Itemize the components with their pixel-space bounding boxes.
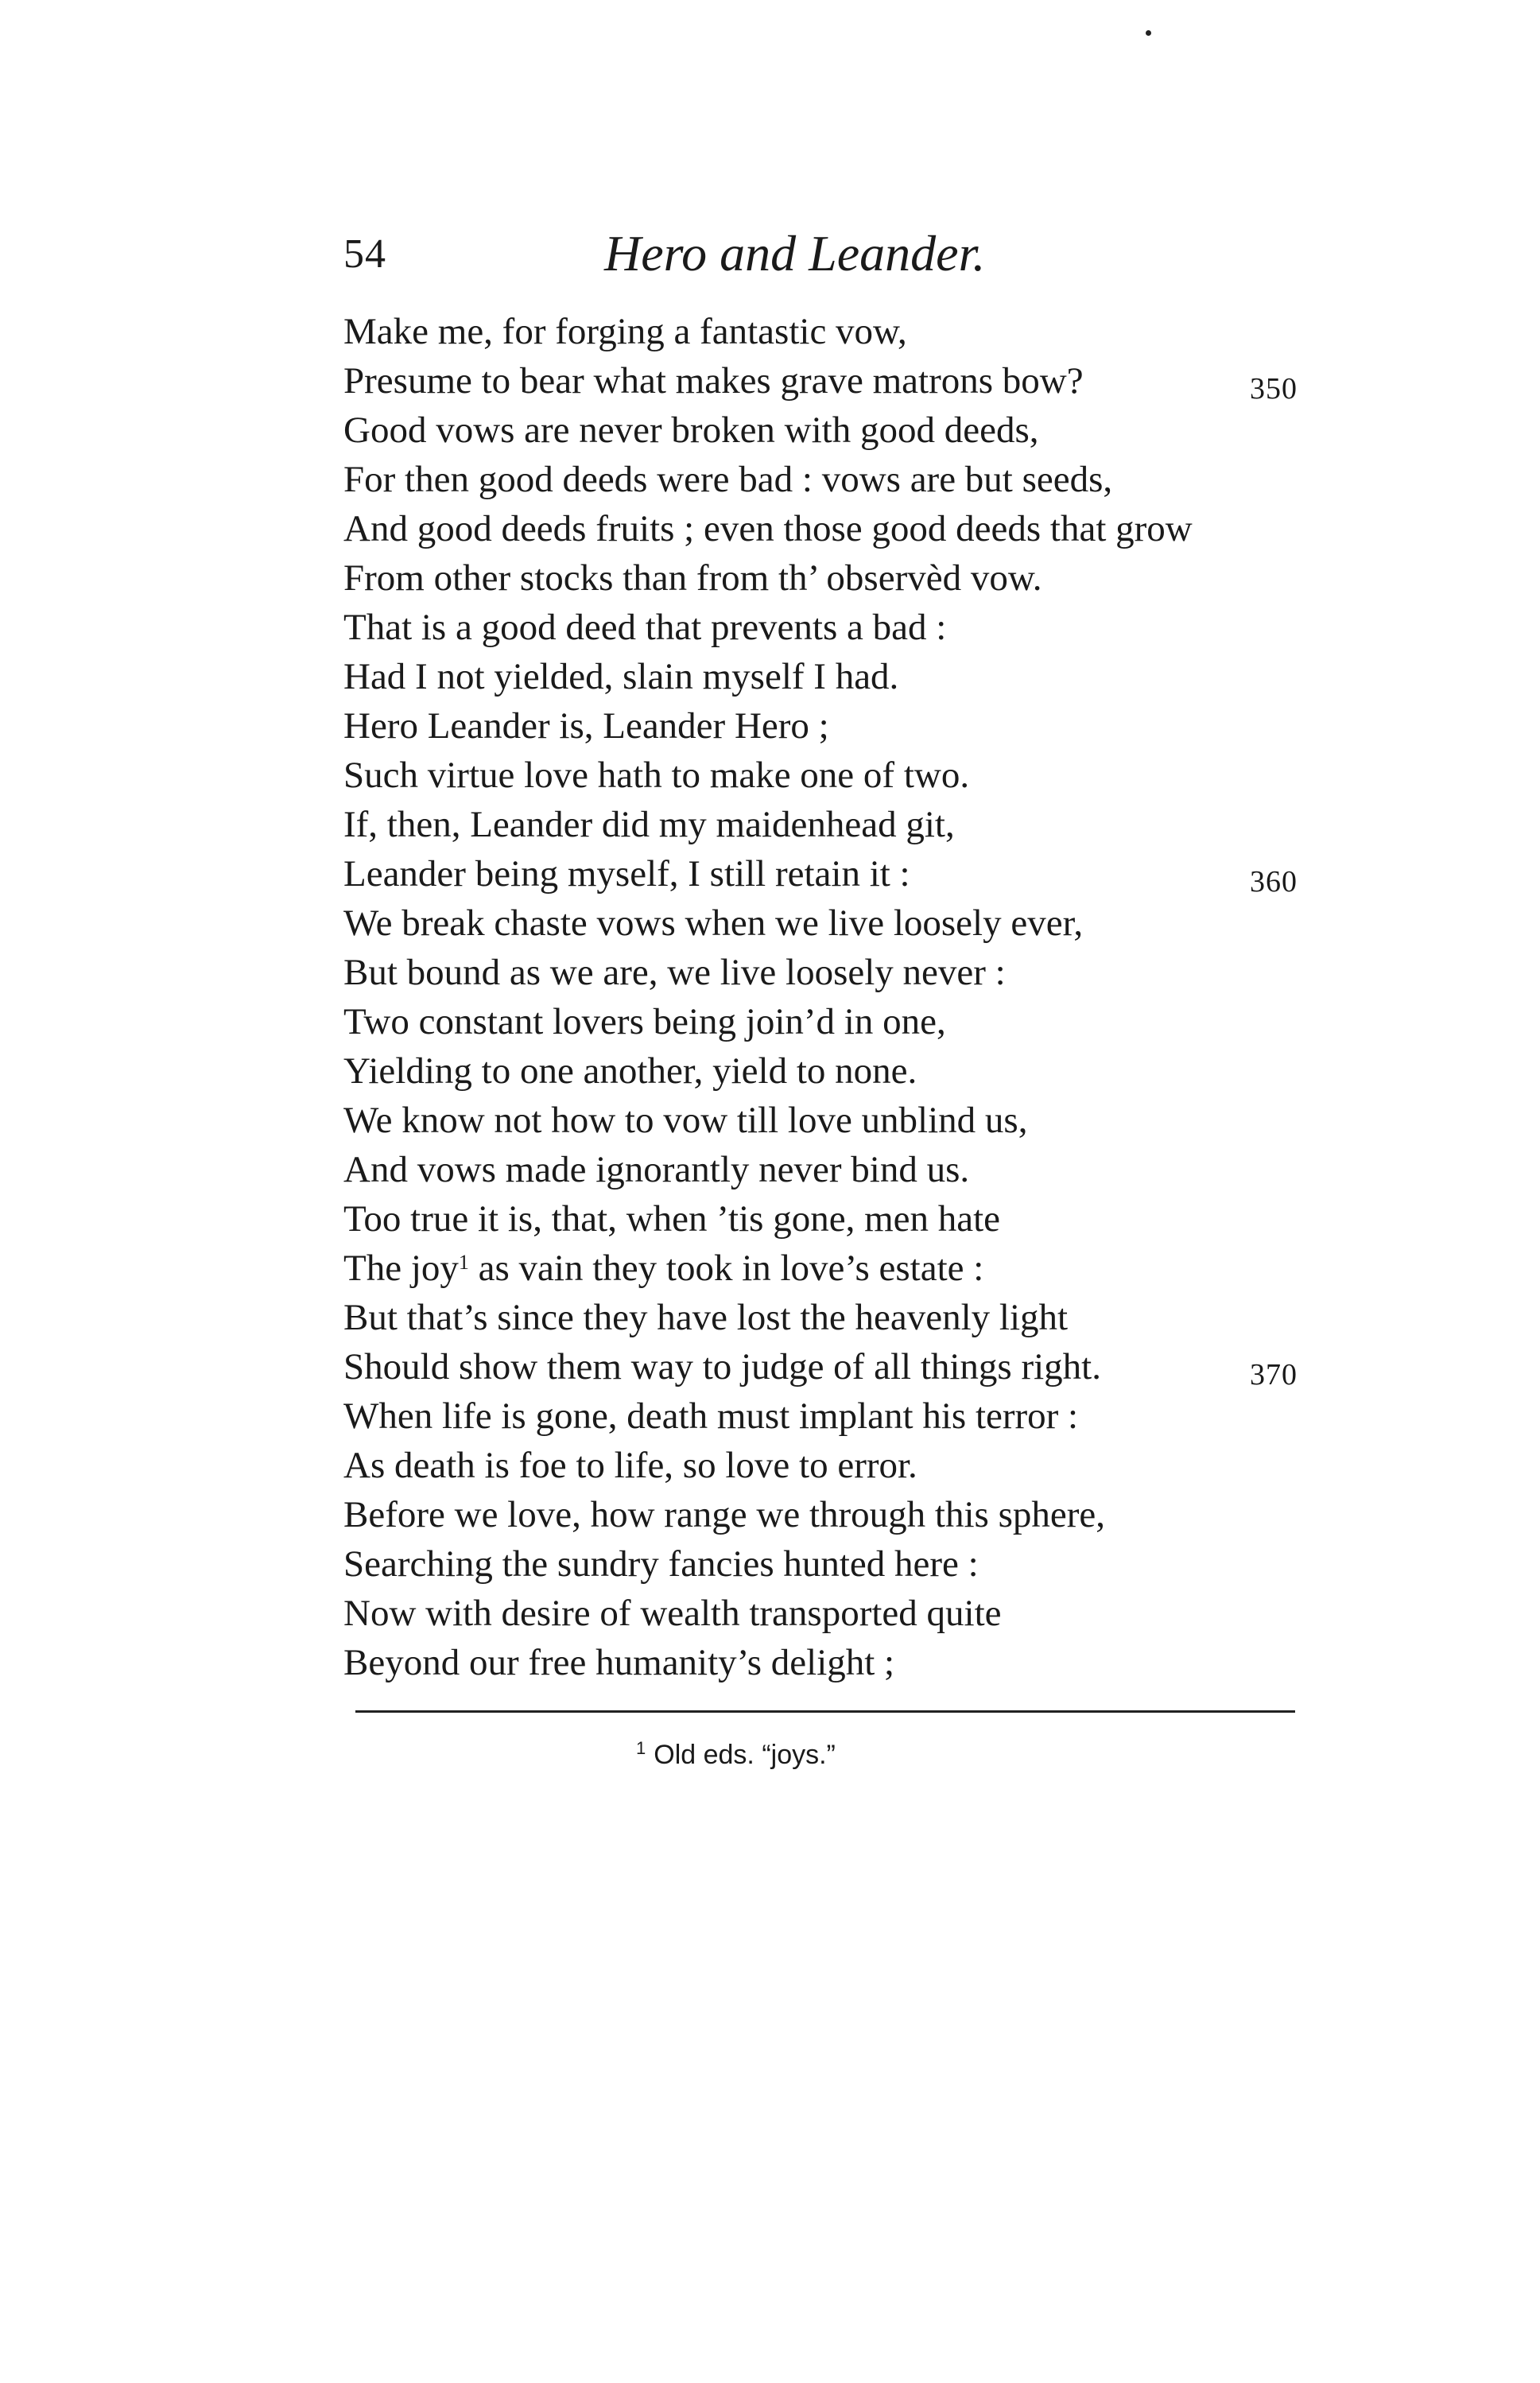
poem-line <box>343 898 1353 948</box>
poem-line <box>343 1539 1353 1589</box>
poem-line-words: Searching the sundry fancies hunted here : <box>343 1543 979 1585</box>
poem-line-text <box>343 1001 946 1042</box>
poem-line-text <box>343 1494 1105 1535</box>
poem-line-text <box>343 409 1039 451</box>
poem-line-words: The joy <box>343 1248 459 1289</box>
poem-line-text <box>343 1395 1078 1437</box>
poem-line-words: As death is foe to life, so love to error. <box>343 1445 917 1486</box>
poem-line-text <box>343 607 946 648</box>
poem-line-text <box>343 804 955 845</box>
poem-line <box>343 455 1353 504</box>
poem-line-words: We break chaste vows when we live loosely ever, <box>343 902 1084 944</box>
poem-line-words: That is a good deed that prevents a bad : <box>343 607 947 648</box>
poem-line-text <box>343 1149 969 1190</box>
poem-line <box>343 948 1353 997</box>
poem-line <box>343 356 1353 406</box>
poem-line-words: Hero Leander is, Leander Hero ; <box>343 705 829 747</box>
poem-line-words: If, then, Leander did my maidenhead git, <box>343 804 955 845</box>
poem-line <box>343 1046 1353 1096</box>
line-number: 350 <box>1250 372 1298 406</box>
footnote-rule <box>355 1710 1295 1713</box>
poem-line-words: And good deeds fruits ; even those good deeds that grow <box>343 508 1193 549</box>
poem-line-text <box>343 557 1042 599</box>
poem-line-text <box>343 853 910 895</box>
footnote-reference: 1 <box>458 1251 469 1274</box>
poem-line-text <box>343 1642 894 1683</box>
poem-line-text <box>343 459 1112 500</box>
poem-line-words: For then good deeds were bad : vows are but seeds, <box>343 459 1113 500</box>
poem-line <box>343 1391 1353 1441</box>
poem-line-text <box>343 1198 1000 1240</box>
poem-line-words: And vows made ignorantly never bind us. <box>343 1149 970 1190</box>
poem-line <box>343 504 1353 553</box>
page-number: 54 <box>343 231 386 277</box>
poem-line-text <box>343 705 829 747</box>
poem-line <box>343 1293 1353 1342</box>
line-number: 360 <box>1250 865 1298 898</box>
poem-line <box>343 701 1353 751</box>
poem-line <box>343 1490 1353 1539</box>
poem-line-words: Beyond our free humanity’s delight ; <box>343 1642 895 1683</box>
poem-line-text <box>343 952 1006 993</box>
poem-line-text <box>343 902 1083 944</box>
poem-line-text <box>343 1346 1101 1387</box>
poem-line-text <box>343 755 969 796</box>
poem-line-words: But bound as we are, we live loosely never : <box>343 952 1006 993</box>
poem-line-text <box>343 1445 917 1486</box>
poem-line-text <box>343 1543 979 1585</box>
poem-line-words: Leander being myself, I still retain it : <box>343 853 910 895</box>
poem-line <box>343 1589 1353 1638</box>
poem-line-words: Two constant lovers being join’d in one, <box>343 1001 946 1042</box>
poem-line-words: We know not how to vow till love unblind us, <box>343 1100 1028 1141</box>
poem-line <box>343 1096 1353 1145</box>
poem-line-text <box>343 311 907 352</box>
footnote-text: Old eds. “joys.” <box>654 1740 836 1770</box>
page-header <box>0 224 1540 288</box>
poem-line-words: Before we love, how range we through this sphere, <box>343 1494 1105 1535</box>
poem-line-text <box>343 1593 1002 1634</box>
poem-line-words: When life is gone, death must implant his terror : <box>343 1395 1079 1437</box>
poem-line-words: Should show them way to judge of all things right. <box>343 1346 1101 1387</box>
ink-speck <box>1146 30 1151 36</box>
poem-line <box>343 1638 1353 1687</box>
poem-line-words: Presume to bear what makes grave matrons bow? <box>343 360 1084 402</box>
poem-line <box>343 1244 1353 1293</box>
poem-text <box>343 307 1353 1687</box>
footnote <box>636 1740 836 1771</box>
poem-line <box>343 1145 1353 1194</box>
poem-line <box>343 406 1353 455</box>
poem-line-words: Such virtue love hath to make one of two. <box>343 755 970 796</box>
poem-line-words: Good vows are never broken with good deeds, <box>343 409 1039 451</box>
poem-line <box>343 849 1353 898</box>
running-title: Hero and Leander. <box>604 225 986 281</box>
poem-line <box>343 553 1353 603</box>
poem-line <box>343 603 1353 652</box>
poem-line-words: Yielding to one another, yield to none. <box>343 1050 917 1092</box>
poem-line-text <box>343 1248 983 1289</box>
poem-line-words: Make me, for forging a fantastic vow, <box>343 311 907 352</box>
poem-line <box>343 800 1353 849</box>
poem-line-words: Now with desire of wealth transported quite <box>343 1593 1002 1634</box>
poem-line-text <box>343 1050 917 1092</box>
poem-line <box>343 307 1353 356</box>
poem-line-text <box>343 360 1084 402</box>
poem-line-words-continued: as vain they took in love’s estate : <box>468 1248 984 1289</box>
poem-line-words: Had I not yielded, slain myself I had. <box>343 656 899 697</box>
poem-line-text <box>343 1100 1027 1141</box>
poem-line-text <box>343 656 898 697</box>
poem-line-text <box>343 1297 1068 1338</box>
line-number: 370 <box>1250 1358 1298 1391</box>
footnote-marker: 1 <box>636 1738 646 1758</box>
poem-line <box>343 1194 1353 1244</box>
poem-line <box>343 652 1353 701</box>
poem-line-words: Too true it is, that, when ’tis gone, men hate <box>343 1198 1001 1240</box>
poem-line <box>343 1342 1353 1391</box>
poem-line-text <box>343 508 1193 549</box>
poem-line <box>343 1441 1353 1490</box>
poem-line <box>343 997 1353 1046</box>
poem-line <box>343 751 1353 800</box>
poem-line-words: From other stocks than from th’ observèd vow. <box>343 557 1042 599</box>
poem-line-words: But that’s since they have lost the heavenly light <box>343 1297 1069 1338</box>
